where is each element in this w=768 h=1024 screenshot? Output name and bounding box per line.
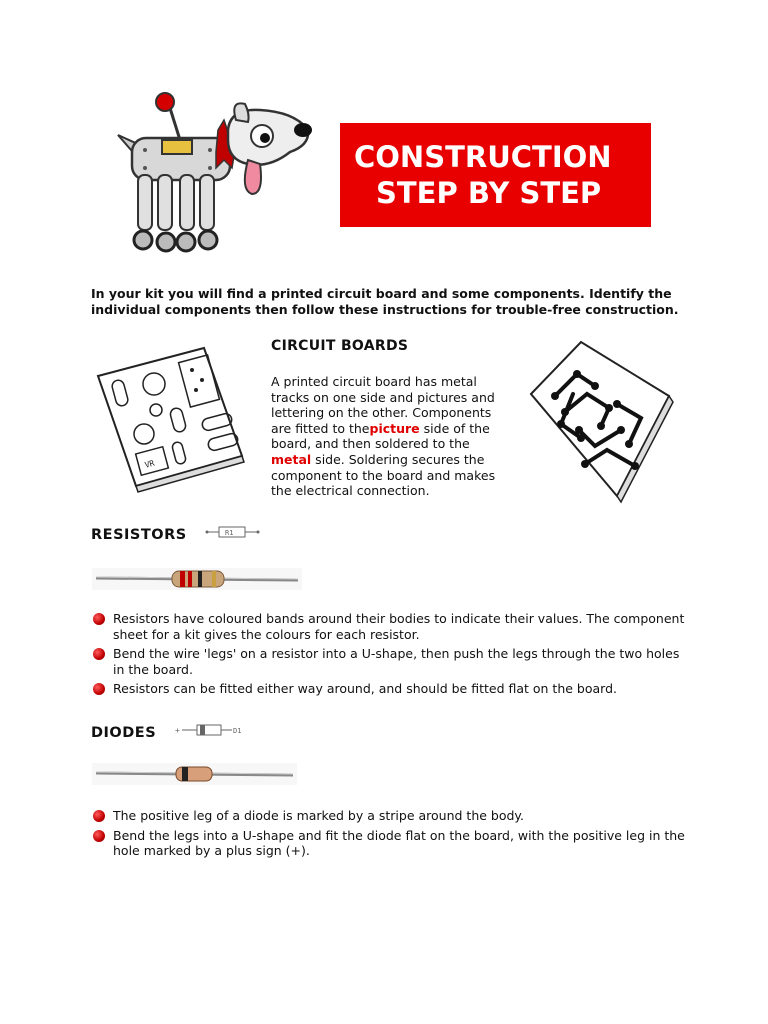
- list-item: [92, 611, 692, 642]
- title-line-1: CONSTRUCTION: [354, 140, 612, 174]
- bullet-text: Bend the legs into a U-shape and fit the diode flat on the board, with the positive leg in the hole marked by a plus sign (+).: [113, 827, 685, 859]
- highlight-metal: metal: [271, 451, 312, 467]
- title-banner: [340, 123, 651, 227]
- circuit-boards-text: [271, 374, 501, 499]
- diode-symbol-icon: [175, 722, 250, 738]
- resistors-bullet-list: [92, 611, 692, 701]
- list-item: [92, 646, 692, 677]
- cb-text-part1: A printed circuit board has metal tracks on one side and pictures and lettering on the other. Components are fitted to the: [271, 374, 495, 436]
- resistor-symbol-icon: [205, 524, 260, 540]
- robot-dog-mascot: [110, 90, 315, 260]
- list-item: [92, 808, 692, 824]
- bullet-text: The positive leg of a diode is marked by a stripe around the body.: [113, 808, 525, 823]
- bullet-text: Bend the wire 'legs' on a resistor into a U-shape, then push the legs through the two holes in the board.: [113, 646, 680, 677]
- resistors-heading: RESISTORS: [91, 527, 187, 543]
- bullet-text: Resistors have coloured bands around their bodies to indicate their values. The component sheet for a kit gives the colours for each resistor.: [113, 611, 685, 642]
- intro-paragraph: In your kit you will find a printed circuit board and some components. Identify the individual components then follow these instructions for trouble-free construction.: [91, 286, 679, 317]
- bullet-icon: [93, 683, 105, 695]
- diodes-heading: DIODES: [91, 725, 157, 741]
- diode-symbol-label: D1: [233, 727, 242, 735]
- diode-photo: [92, 758, 297, 788]
- pcb-label-vr: VR: [143, 458, 156, 470]
- circuit-boards-heading: CIRCUIT BOARDS: [271, 338, 409, 354]
- resistor-symbol-label: R1: [225, 529, 234, 537]
- bullet-icon: [93, 810, 105, 822]
- cb-text-part2: side of the board, and then soldered to the: [271, 420, 490, 452]
- pcb-component-side-illustration: [92, 338, 247, 493]
- highlight-picture: picture: [369, 420, 420, 436]
- pcb-track-side-illustration: [525, 334, 675, 504]
- bullet-icon: [93, 830, 105, 842]
- list-item: [92, 681, 692, 697]
- list-item: [92, 828, 692, 859]
- diodes-bullet-list: [92, 808, 692, 863]
- title-line-2: STEP BY STEP: [376, 176, 602, 210]
- resistor-photo: [92, 563, 302, 593]
- bullet-icon: [93, 648, 105, 660]
- cb-text-part3: side. Soldering secures the component to the board and makes the electrical connection.: [271, 451, 496, 499]
- bullet-text: Resistors can be fitted either way around, and should be fitted flat on the board.: [113, 681, 617, 697]
- bullet-icon: [93, 613, 105, 625]
- diode-plus-sign: +: [175, 726, 180, 735]
